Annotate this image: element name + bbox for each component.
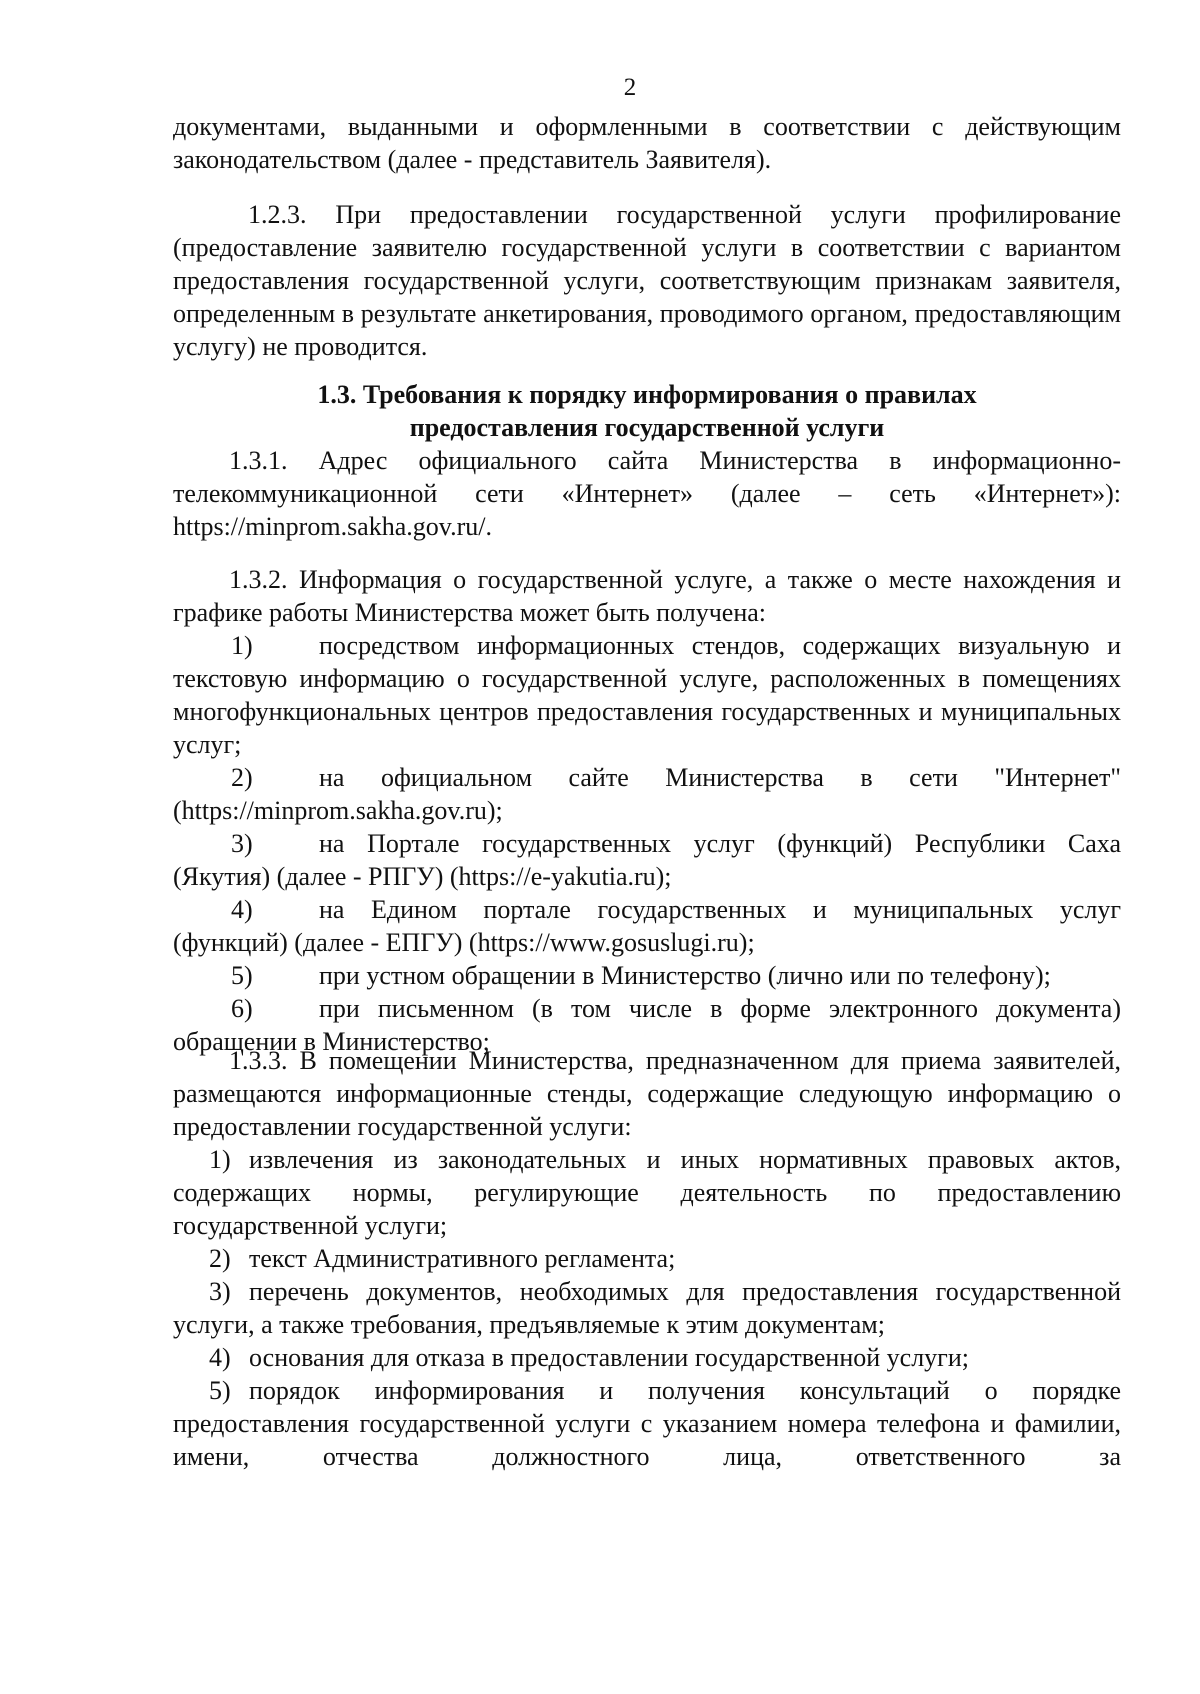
- list-item: [173, 1341, 1121, 1374]
- page-number: 2: [623, 74, 637, 101]
- list-item: [173, 1242, 1121, 1275]
- list-item-text: посредством информационных стендов, содержащих визуальную и текстовую информацию о государственной услуге, расположенных в помещениях многофункциональных центров предоставления государственных и муниципальных услуг;: [173, 631, 1121, 759]
- list-item-number: 2): [231, 763, 253, 792]
- section-heading: [173, 378, 1121, 444]
- paragraph-1-2-3: [173, 198, 1121, 363]
- list-item: [173, 959, 1121, 992]
- list-item-text: текст Административного регламента;: [249, 1244, 676, 1273]
- list-item: [173, 761, 1121, 827]
- info-sources-list: [173, 629, 1121, 1058]
- info-stands-list: [173, 1143, 1121, 1473]
- paragraph-1-3-3: [173, 1044, 1121, 1473]
- list-item-text: порядок информирования и получения консультаций о порядке предоставления государственной услуги с указанием номера телефона и фамилии, имени, отчества должностного лица, ответственного за: [173, 1376, 1121, 1471]
- list-item-number: 5): [231, 961, 253, 990]
- list-item-number: 4): [231, 895, 253, 924]
- list-item: [173, 1143, 1121, 1242]
- list-item-number: 5): [209, 1376, 231, 1405]
- paragraph-1-3-2: [173, 563, 1121, 1058]
- list-item-text: при письменном (в том числе в форме электронного документа) обращении в Министерство;: [173, 994, 1121, 1056]
- list-item-number: 4): [209, 1343, 231, 1372]
- list-item-number: 6): [231, 994, 253, 1023]
- paragraph-text: 1.3.1. Адрес официального сайта Министерства в информационно-телекоммуникационной сети «Интернет» (далее – сеть «Интернет»): https://minprom.sakha.gov.ru/.: [173, 446, 1121, 541]
- list-item: [173, 1374, 1121, 1473]
- paragraph-text: 1.2.3. При предоставлении государственной услуги профилирование (предоставление заявителю государственной услуги в соответствии с вариантом предоставления государственной услуги, соответствующим признакам заявителя, определенным в результате анкетирования, проводимого органом, предоставляющим услугу) не проводится.: [173, 200, 1121, 361]
- list-item: [173, 893, 1121, 959]
- list-item-text: основания для отказа в предоставлении государственной услуги;: [249, 1343, 969, 1372]
- paragraph-continuation: [173, 110, 1121, 176]
- list-item-text: на Едином портале государственных и муниципальных услуг (функций) (далее - ЕПГУ) (https://www.gosuslugi.ru);: [173, 895, 1121, 957]
- list-item-number: 2): [209, 1244, 231, 1273]
- list-item-text: извлечения из законодательных и иных нормативных правовых актов, содержащих нормы, регулирующие деятельность по предоставлению государственной услуги;: [173, 1145, 1121, 1240]
- list-item-number: 1): [209, 1145, 231, 1174]
- list-item-text: при устном обращении в Министерство (лично или по телефону);: [319, 961, 1051, 990]
- paragraph-text: 1.3.2. Информация о государственной услуге, а также о месте нахождения и графике работы Министерства может быть получена:: [173, 565, 1121, 627]
- heading-line: предоставления государственной услуги: [409, 413, 885, 442]
- list-item-number: 3): [209, 1277, 231, 1306]
- list-item: [173, 629, 1121, 761]
- text-line: законодательством (далее - представитель Заявителя).: [173, 145, 772, 174]
- paragraph-text: 1.3.3. В помещении Министерства, предназначенном для приема заявителей, размещаются информационные стенды, содержащие следующую информацию о предоставлении государственной услуги:: [173, 1046, 1121, 1141]
- text-line: документами, выданными и оформленными в соответствии с действующим: [173, 112, 1121, 141]
- list-item-text: на Портале государственных услуг (функций) Республики Саха (Якутия) (далее - РПГУ) (https://e-yakutia.ru);: [173, 829, 1121, 891]
- list-item: [173, 827, 1121, 893]
- heading-line: 1.3. Требования к порядку информирования о правилах: [317, 380, 977, 409]
- paragraph-1-3-1: [173, 444, 1121, 543]
- list-item-text: на официальном сайте Министерства в сети "Интернет" (https://minprom.sakha.gov.ru);: [173, 763, 1121, 825]
- list-item-number: 3): [231, 829, 253, 858]
- list-item-number: 1): [231, 631, 253, 660]
- list-item: [173, 1275, 1121, 1341]
- list-item-text: перечень документов, необходимых для предоставления государственной услуги, а также требования, предъявляемые к этим документам;: [173, 1277, 1121, 1339]
